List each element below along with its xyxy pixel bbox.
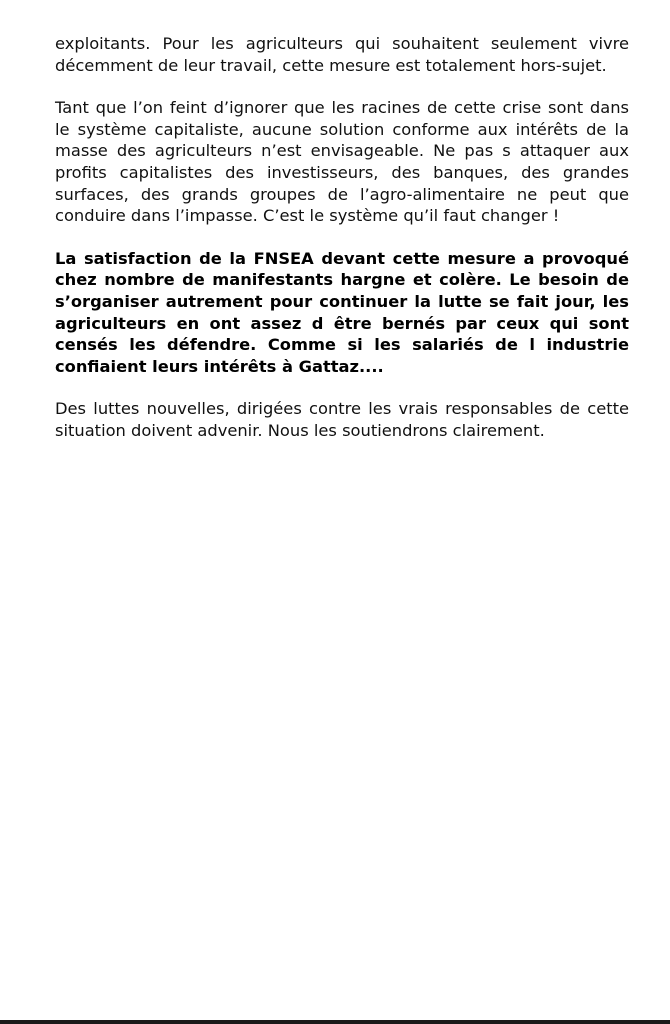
paragraph-1: exploitants. Pour les agriculteurs qui souhaitent seulement vivre décemment de leur travail, cette mesure est totalement hors-sujet.: [55, 34, 629, 75]
paragraph-2: Tant que l’on feint d’ignorer que les racines de cette crise sont dans le système capitaliste, aucune solution conforme aux intérêts de la masse des agriculteurs n’est envisageable. Ne pas s attaquer aux profits capitalistes des investisseurs, des banques, des grandes surfaces, des grands groupes de l’agro-alimentaire ne peut que conduire dans l’impasse. C’est le système qu’il faut changer !: [55, 98, 629, 226]
text-column: [55, 33, 629, 463]
page-bottom-border: [0, 1020, 670, 1024]
paragraph-3-bold: La satisfaction de la FNSEA devant cette mesure a provoqué chez nombre de manifestants hargne et colère. Le besoin de s’organiser autrement pour continuer la lutte se fait jour, les agriculteurs en ont assez d être bernés par ceux qui sont censés les défendre. Comme si les salariés de l industrie confiaient leurs intérêts à Gattaz....: [55, 248, 629, 376]
paragraph-4: Des luttes nouvelles, dirigées contre les vrais responsables de cette situation doivent advenir. Nous les soutiendrons clairement.: [55, 399, 629, 440]
